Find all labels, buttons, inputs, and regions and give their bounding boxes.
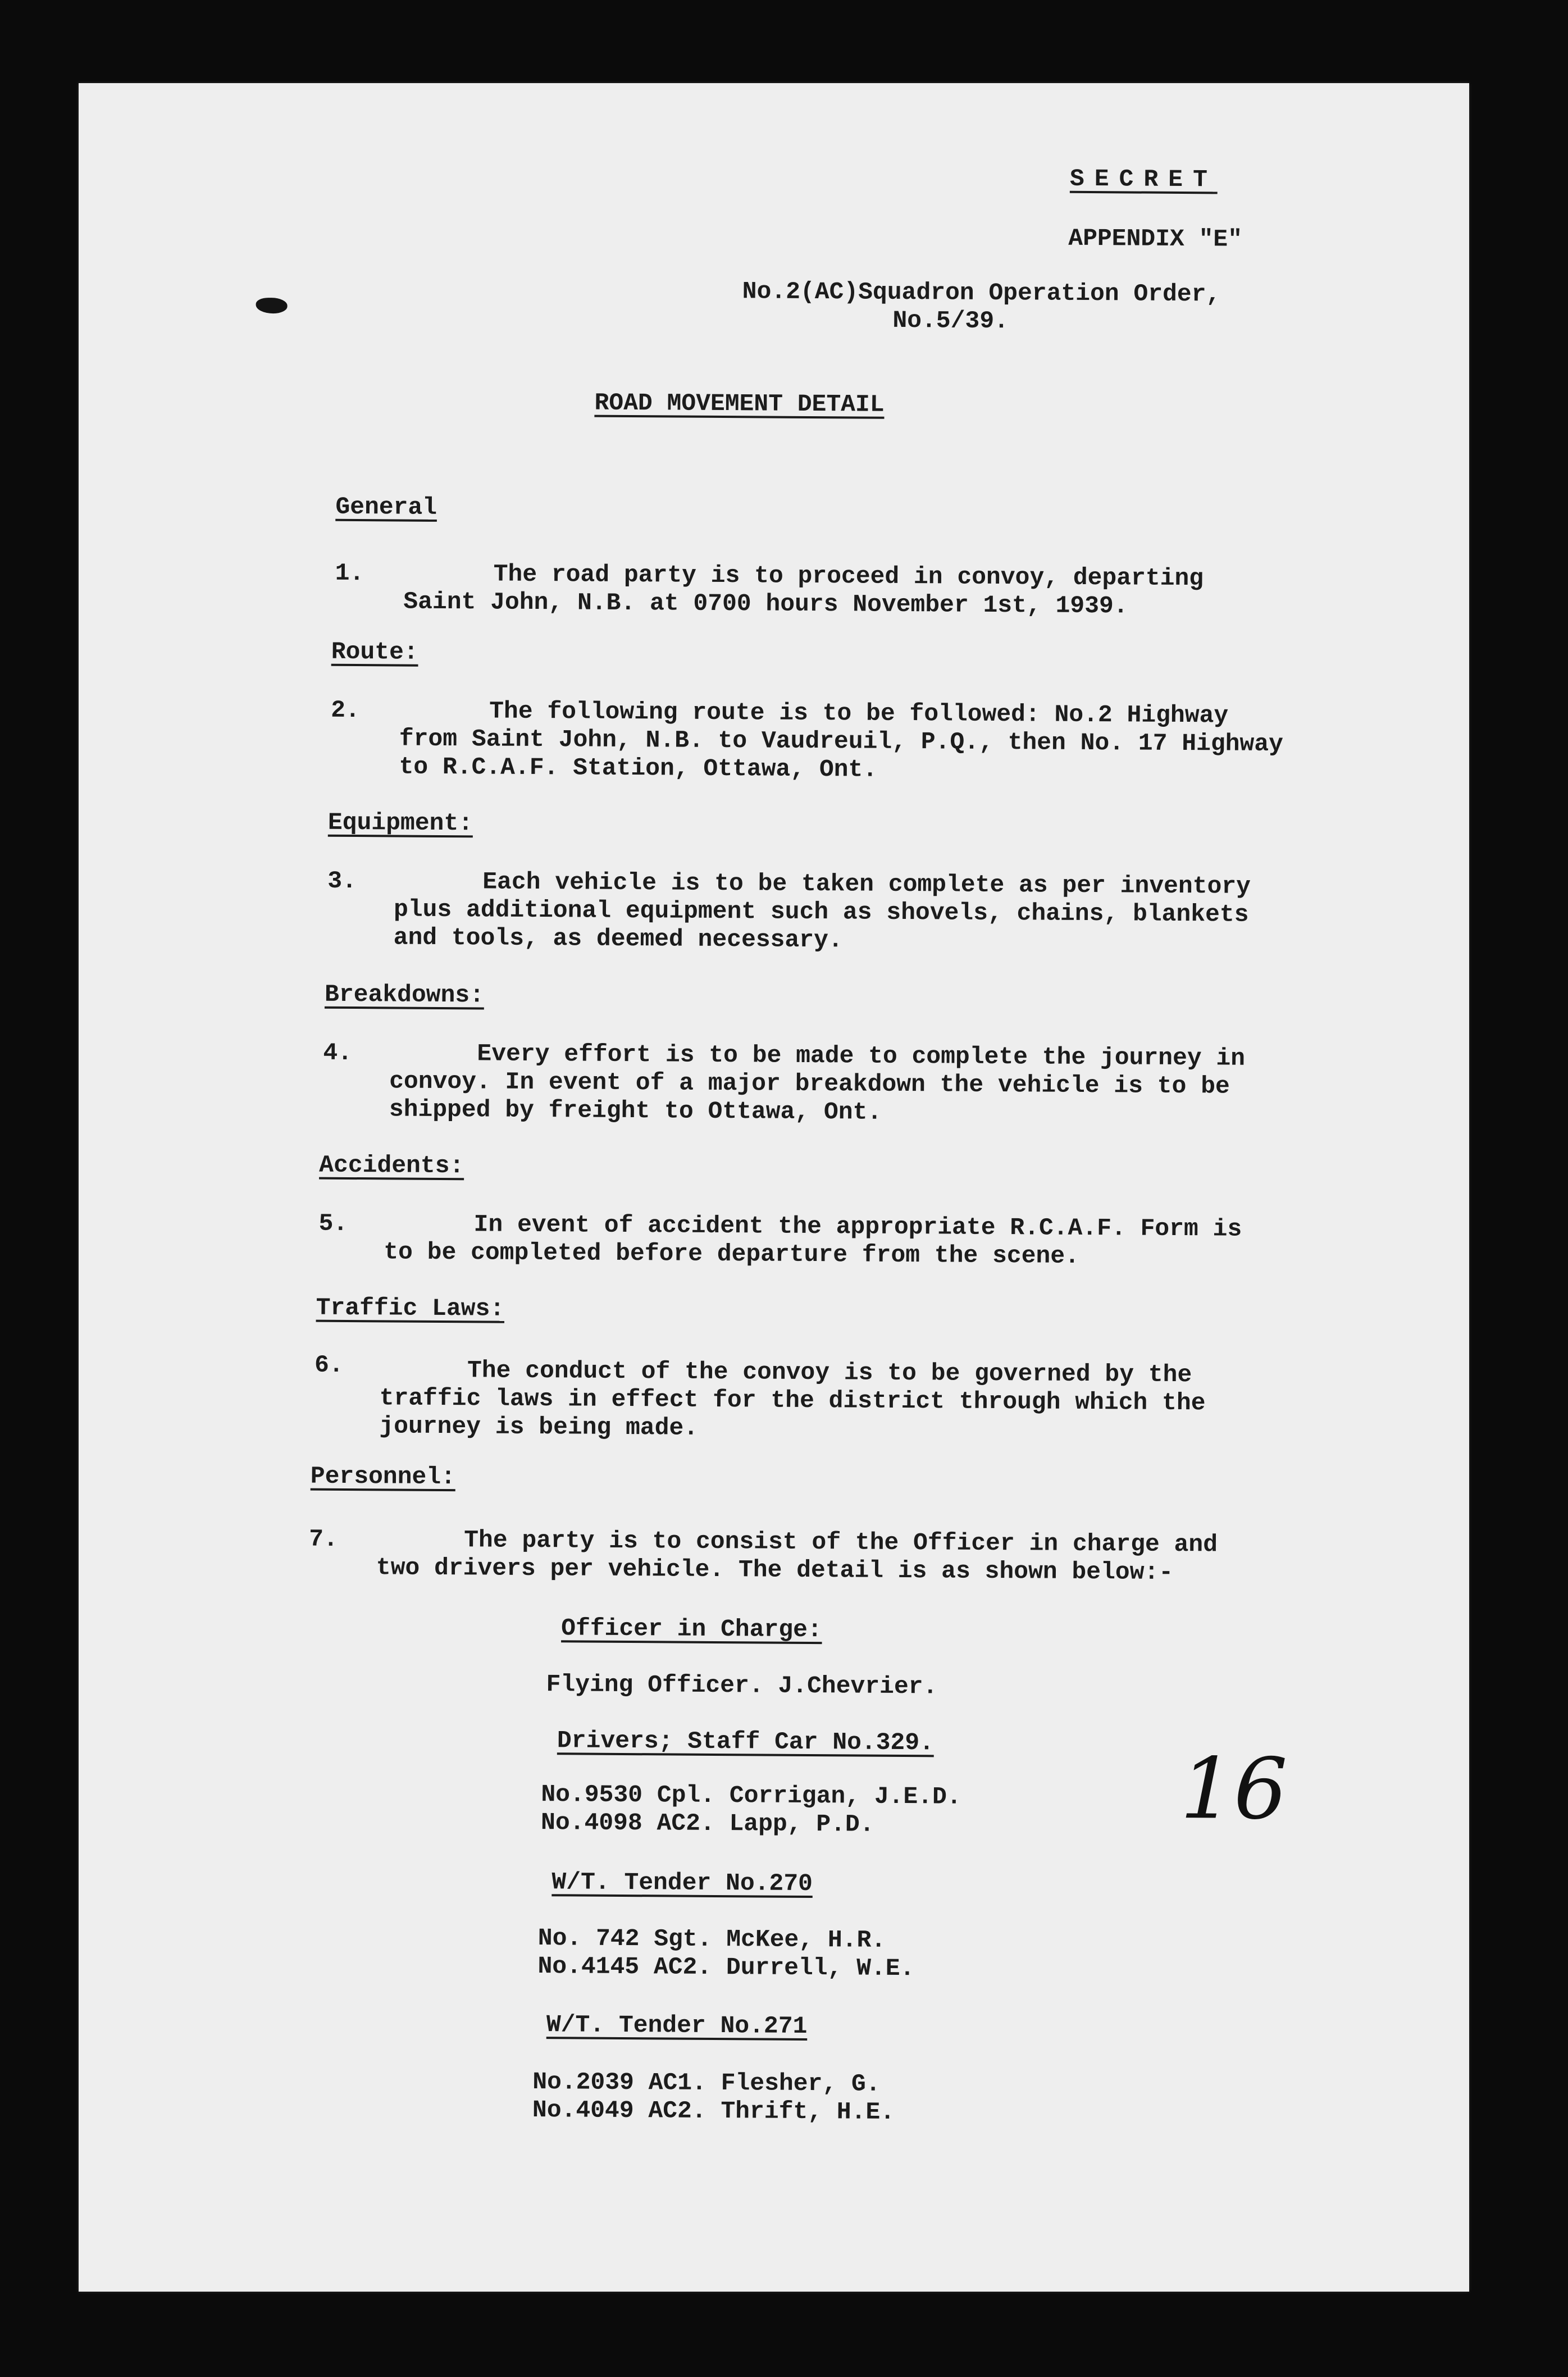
tender-crew-entry: No.4049 AC2. Thrift, H.E.	[532, 2096, 895, 2126]
officer-in-charge-heading: Officer in Charge:	[561, 1614, 822, 1644]
order-reference-line1: No.2(AC)Squadron Operation Order,	[742, 277, 1221, 308]
section-heading: Personnel:	[310, 1462, 456, 1491]
paragraph-line: two drivers per vehicle. The detail is as shown below:-	[376, 1554, 1174, 1586]
paragraph-number: 3.	[327, 867, 357, 895]
paragraph-number: 2.	[331, 696, 360, 725]
section-heading: General	[335, 493, 437, 521]
paragraph-line: The road party is to proceed in convoy, departing	[493, 560, 1204, 593]
paragraph-line: Each vehicle is to be taken complete as per inventory	[482, 868, 1251, 900]
paragraph-line: journey is being made.	[379, 1412, 699, 1442]
paragraph-line: Saint John, N.B. at 0700 hours November 1st, 1939.	[403, 588, 1128, 620]
paragraph-line: The conduct of the convoy is to be governed by the	[467, 1356, 1192, 1389]
document-title: ROAD MOVEMENT DETAIL	[594, 389, 885, 418]
tender-crew-entry: No. 742 Sgt. McKee, H.R.	[537, 1924, 886, 1954]
section-heading: Breakdowns:	[324, 980, 485, 1009]
paragraph-line: Every effort is to be made to complete the journey in	[477, 1040, 1246, 1072]
paragraph-line: from Saint John, N.B. to Vaudreuil, P.Q., then No. 17 Highway	[399, 725, 1284, 758]
officer-in-charge-name: Flying Officer. J.Chevrier.	[546, 1670, 938, 1701]
tender-heading: W/T. Tender No.270	[551, 1868, 813, 1898]
paragraph-number: 1.	[335, 559, 364, 588]
paragraph-line: to be completed before departure from the scene.	[384, 1238, 1080, 1270]
driver-entry: No.9530 Cpl. Corrigan, J.E.D.	[541, 1781, 961, 1811]
document-page	[79, 83, 1469, 2292]
paragraph-number: 5.	[318, 1209, 348, 1237]
paragraph-line: The following route is to be followed: No.2 Highway	[489, 697, 1229, 730]
order-reference-line2: No.5/39.	[892, 306, 1009, 335]
paragraph-line: shipped by freight to Ottawa, Ont.	[389, 1095, 882, 1126]
paragraph-line: plus additional equipment such as shovels, chains, blankets	[393, 895, 1249, 928]
paragraph-line: convoy. In event of a major breakdown the vehicle is to be	[389, 1067, 1230, 1100]
driver-entry: No.4098 AC2. Lapp, P.D.	[540, 1809, 874, 1838]
paragraph-number: 6.	[314, 1351, 344, 1379]
tender-heading: W/T. Tender No.271	[546, 2011, 808, 2040]
paragraph-number: 7.	[309, 1525, 338, 1553]
paragraph-line: In event of accident the appropriate R.C.A.F. Form is	[473, 1210, 1242, 1243]
handwritten-page-number: 16	[1179, 1740, 1288, 1839]
section-heading: Equipment:	[327, 808, 473, 837]
paragraph-line: to R.C.A.F. Station, Ottawa, Ont.	[399, 753, 878, 784]
paragraph-number: 4.	[323, 1039, 353, 1067]
section-heading: Route:	[331, 637, 418, 666]
paragraph-line: traffic laws in effect for the district through which the	[379, 1384, 1206, 1417]
tender-crew-entry: No.4145 AC2. Durrell, W.E.	[537, 1952, 915, 1983]
section-heading: Accidents:	[319, 1151, 464, 1180]
section-heading: Traffic Laws:	[316, 1294, 505, 1323]
appendix-label: APPENDIX "E"	[1068, 224, 1243, 253]
tender-crew-entry: No.2039 AC1. Flesher, G.	[532, 2068, 881, 2098]
paragraph-line: and tools, as deemed necessary.	[393, 923, 843, 954]
paragraph-line: The party is to consist of the Officer in charge and	[464, 1526, 1218, 1559]
drivers-heading: Drivers; Staff Car No.329.	[557, 1727, 935, 1757]
classification-marking: SECRET	[1069, 165, 1218, 194]
ink-blot	[256, 298, 288, 313]
